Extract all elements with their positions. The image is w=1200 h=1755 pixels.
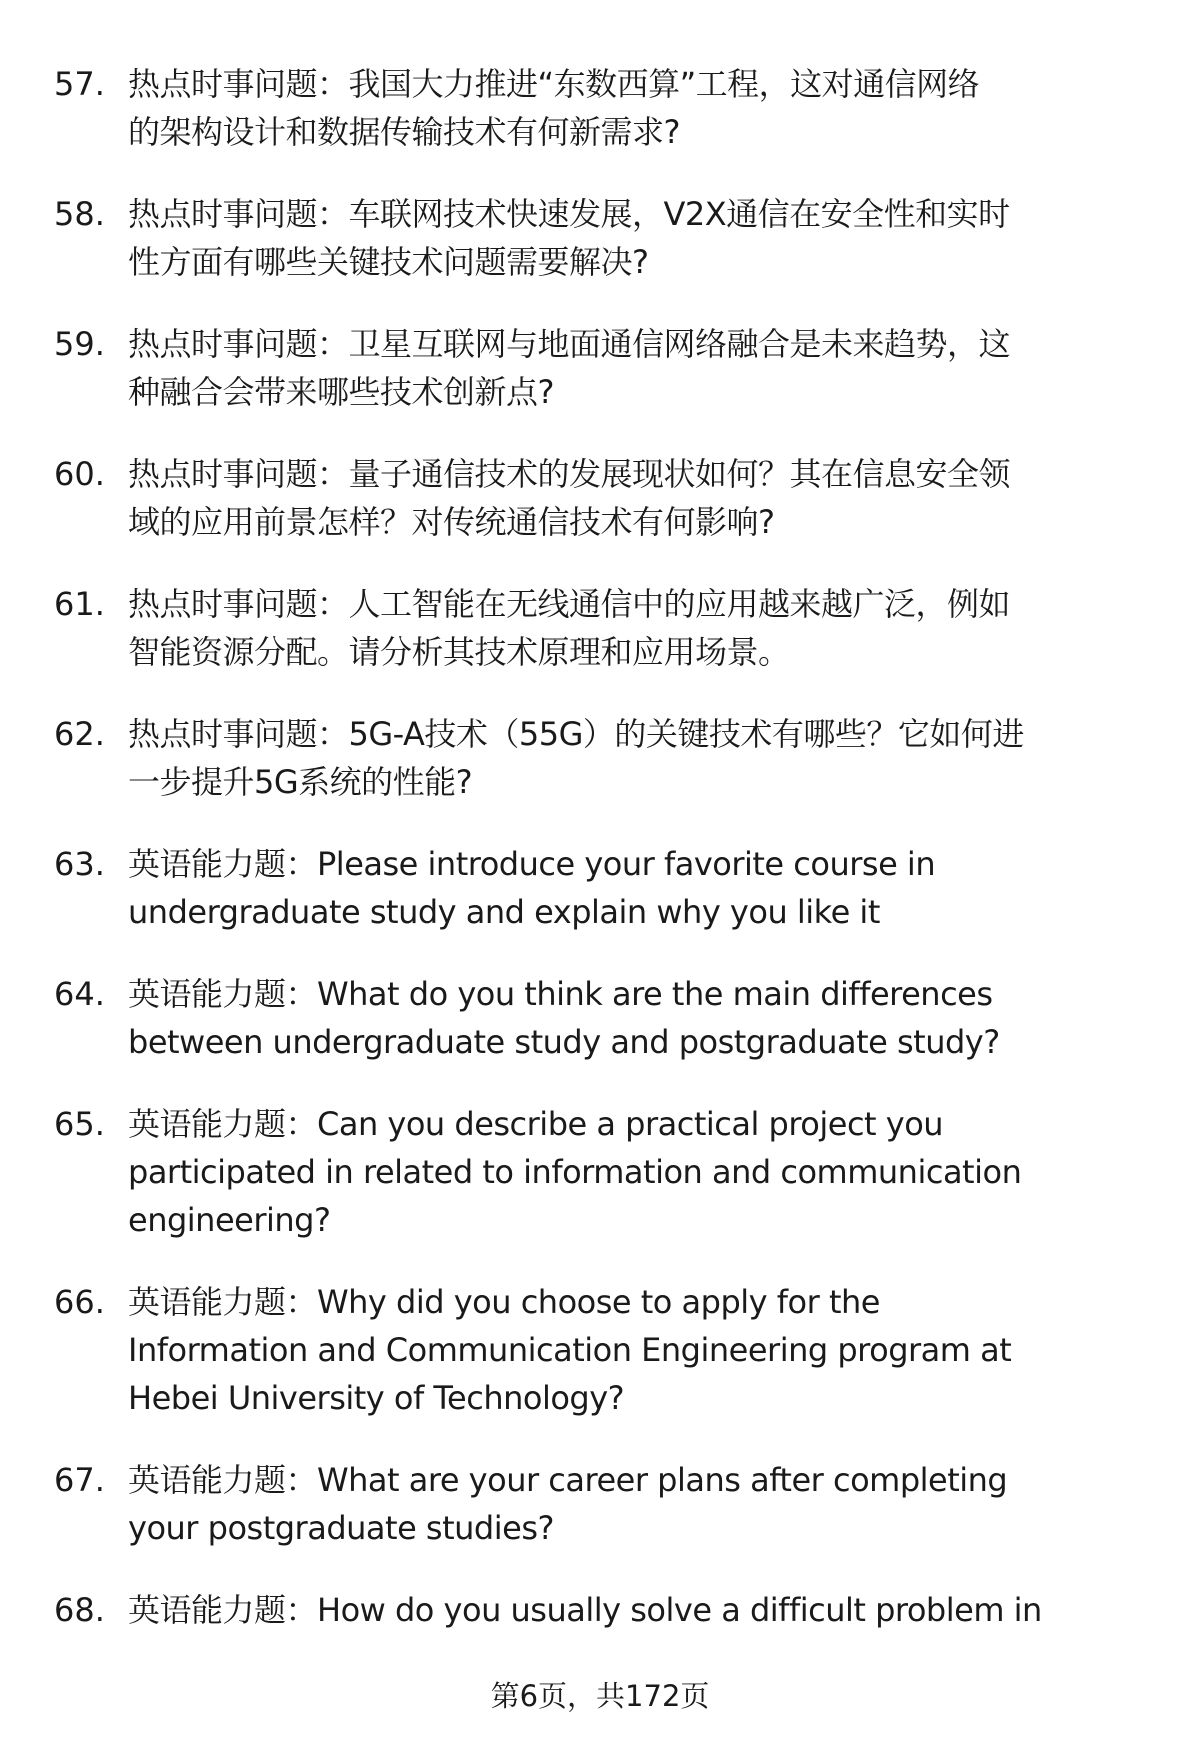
question-number: 63. — [54, 845, 105, 883]
question-number: 61. — [54, 585, 105, 623]
question-line: Information and Communication Engineering program at — [128, 1331, 1012, 1369]
question-number: 64. — [54, 975, 105, 1013]
question-number: 65. — [54, 1105, 105, 1143]
question-line: your postgraduate studies? — [128, 1509, 554, 1547]
question-text — [128, 1278, 1200, 1422]
question-list — [0, 60, 1200, 1668]
list-item — [0, 710, 1200, 806]
list-item — [0, 1100, 1200, 1244]
page-footer: 第6页，共172页 — [490, 1679, 710, 1713]
question-text — [128, 1456, 1200, 1552]
list-item — [0, 450, 1200, 546]
question-line: 热点时事问题：我国大力推进“东数西算”工程，这对通信网络 — [128, 65, 980, 103]
question-line: Hebei University of Technology? — [128, 1379, 625, 1417]
question-text — [128, 1100, 1200, 1244]
question-text — [128, 320, 1200, 416]
question-line: undergraduate study and explain why you like it — [128, 893, 880, 931]
question-text — [128, 710, 1200, 806]
list-item — [0, 1586, 1200, 1634]
list-item — [0, 320, 1200, 416]
question-line: 性方面有哪些关键技术问题需要解决? — [128, 243, 649, 281]
question-line: 的架构设计和数据传输技术有何新需求? — [128, 113, 680, 151]
question-text — [128, 450, 1200, 546]
list-item — [0, 1278, 1200, 1422]
question-number: 60. — [54, 455, 105, 493]
question-line: 热点时事问题：量子通信技术的发展现状如何？其在信息安全领 — [128, 455, 1011, 493]
question-line: 域的应用前景怎样？对传统通信技术有何影响? — [128, 503, 775, 541]
question-line: 英语能力题：How do you usually solve a difficult problem in — [128, 1591, 1042, 1629]
question-line: 英语能力题：What are your career plans after completing — [128, 1461, 1008, 1499]
question-text — [128, 60, 1200, 156]
question-number: 57. — [54, 65, 105, 103]
list-item — [0, 190, 1200, 286]
question-line: 一步提升5G系统的性能? — [128, 763, 473, 801]
question-line: 热点时事问题：人工智能在无线通信中的应用越来越广泛，例如 — [128, 585, 1011, 623]
question-line: 热点时事问题：5G-A技术（55G）的关键技术有哪些？它如何进 — [128, 715, 1024, 753]
list-item — [0, 60, 1200, 156]
question-line: 热点时事问题：车联网技术快速发展，V2X通信在安全性和实时 — [128, 195, 1010, 233]
list-item — [0, 970, 1200, 1066]
question-text — [128, 580, 1200, 676]
question-line: 英语能力题：What do you think are the main differences — [128, 975, 993, 1013]
question-line: engineering? — [128, 1201, 331, 1239]
question-number: 59. — [54, 325, 105, 363]
question-number: 68. — [54, 1591, 105, 1629]
question-line: 种融合会带来哪些技术创新点? — [128, 373, 554, 411]
question-line: participated in related to information and communication — [128, 1153, 1022, 1191]
question-text — [128, 840, 1200, 936]
question-number: 66. — [54, 1283, 105, 1321]
question-line: 英语能力题：Why did you choose to apply for the — [128, 1283, 880, 1321]
list-item — [0, 840, 1200, 936]
list-item — [0, 1456, 1200, 1552]
question-number: 62. — [54, 715, 105, 753]
question-line: 热点时事问题：卫星互联网与地面通信网络融合是未来趋势，这 — [128, 325, 1011, 363]
question-text — [128, 190, 1200, 286]
question-number: 58. — [54, 195, 105, 233]
question-line: between undergraduate study and postgraduate study? — [128, 1023, 1000, 1061]
question-text — [128, 970, 1200, 1066]
question-text — [128, 1586, 1200, 1634]
question-line: 英语能力题：Please introduce your favorite course in — [128, 845, 936, 883]
list-item — [0, 580, 1200, 676]
question-line: 英语能力题：Can you describe a practical project you — [128, 1105, 944, 1143]
question-number: 67. — [54, 1461, 105, 1499]
question-line: 智能资源分配。请分析其技术原理和应用场景。 — [128, 633, 790, 671]
